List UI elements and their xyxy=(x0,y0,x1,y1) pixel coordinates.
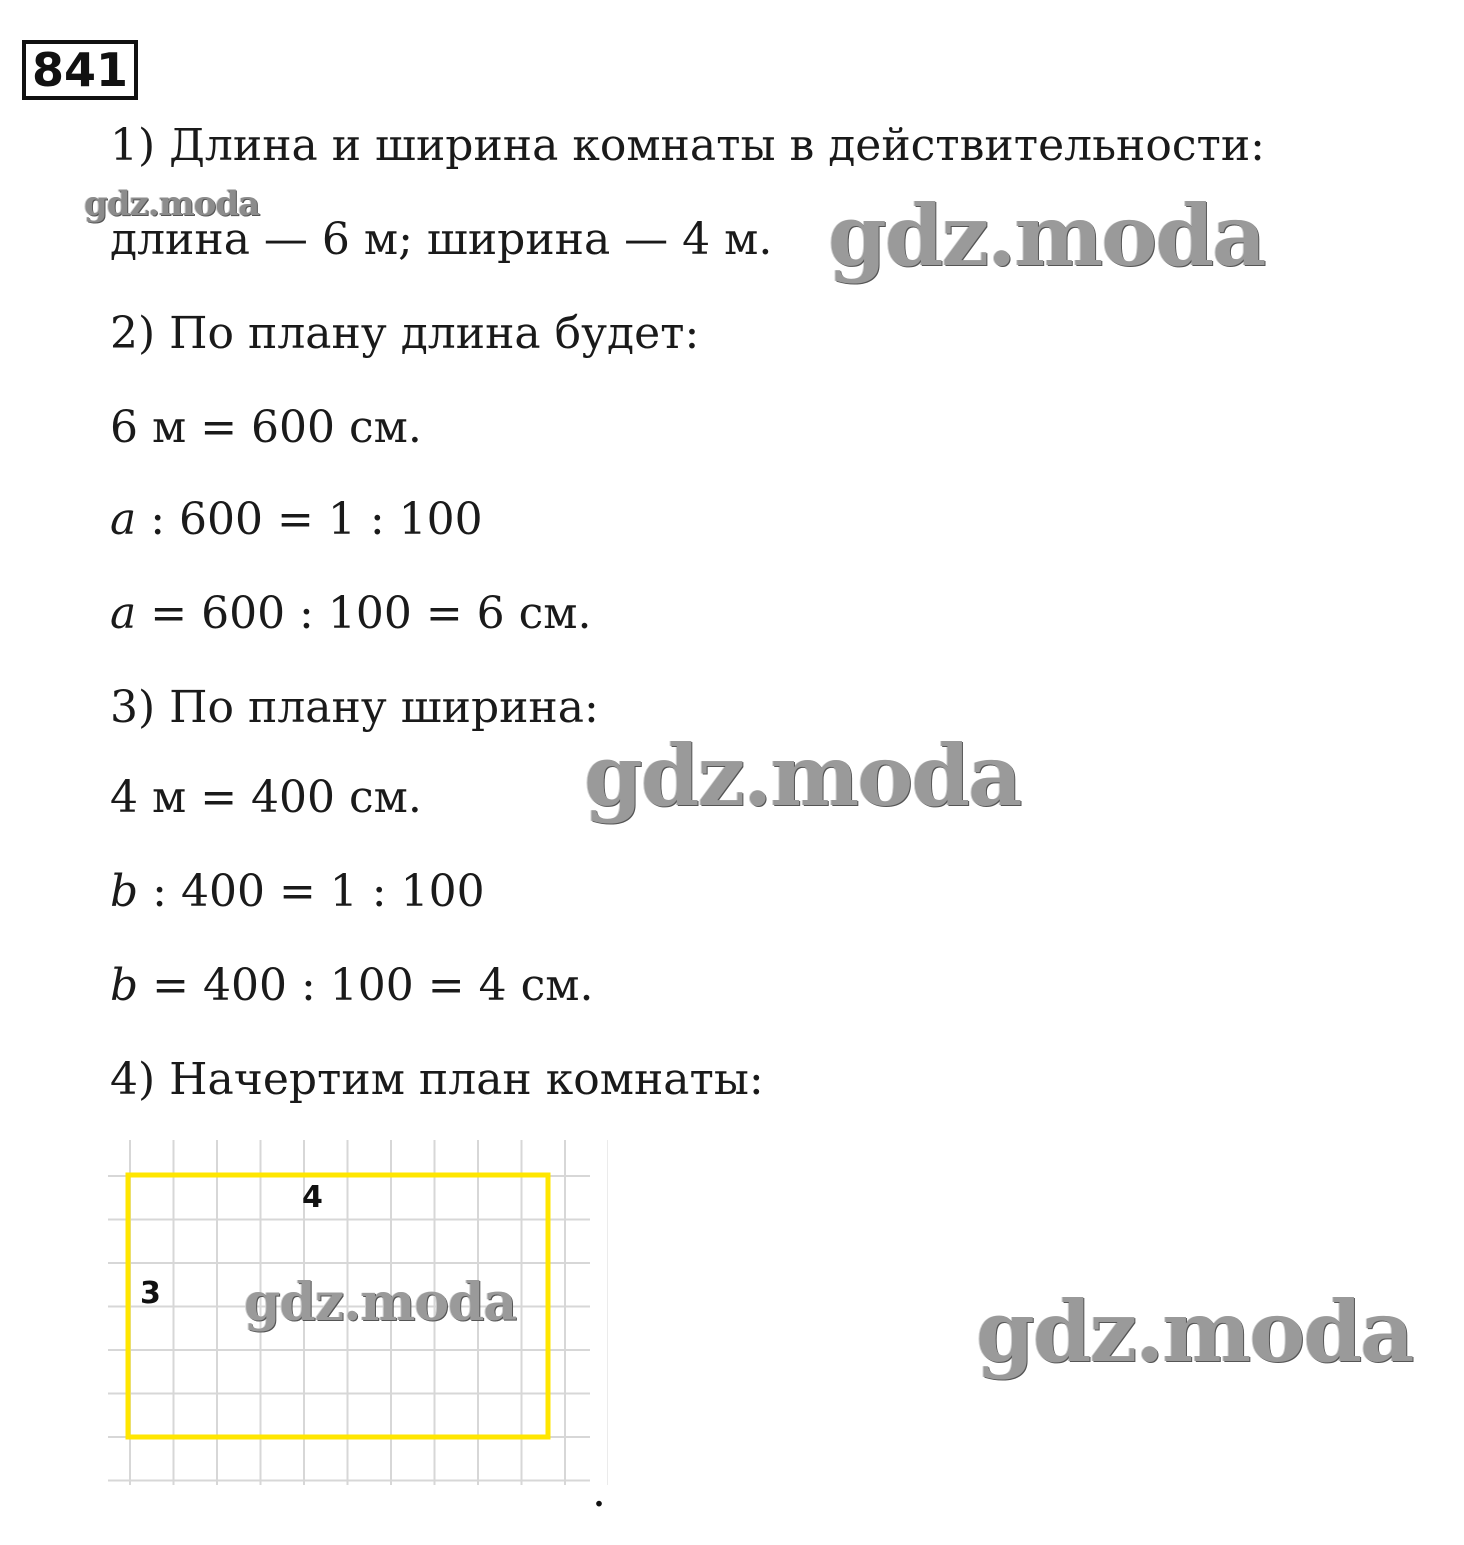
plan-length-label: 4 xyxy=(302,1180,323,1215)
task-number: 841 xyxy=(22,40,138,100)
equation-length-proportion xyxy=(110,492,483,548)
watermark-plan: gdz.moda xyxy=(244,1272,517,1333)
step-1-heading: 1) Длина и ширина комнаты в действительности: xyxy=(110,120,1265,171)
real-dimensions: длина — 6 м; ширина — 4 м. xyxy=(110,214,773,265)
length-conversion: 6 м = 600 см. xyxy=(110,402,422,453)
equation-length-result xyxy=(110,586,592,642)
equation-text: = 600 : 100 = 6 см. xyxy=(136,588,592,639)
variable-a: a xyxy=(110,494,137,545)
equation-width-proportion xyxy=(110,864,485,920)
watermark-top: gdz.moda xyxy=(828,186,1265,285)
step-2-heading: 2) По плану длина будет: xyxy=(110,308,700,359)
equation-text: : 600 = 1 : 100 xyxy=(136,494,483,545)
plan-width-label: 3 xyxy=(140,1276,161,1311)
variable-a: a xyxy=(110,588,137,639)
step-4-heading: 4) Начертим план комнаты: xyxy=(110,1054,764,1105)
watermark-small: gdz.moda xyxy=(84,184,260,224)
variable-b: b xyxy=(110,866,139,917)
watermark-bottom-right: gdz.moda xyxy=(976,1282,1413,1381)
equation-text: = 400 : 100 = 4 см. xyxy=(138,960,594,1011)
variable-b: b xyxy=(110,960,139,1011)
end-dot: . xyxy=(592,1466,606,1517)
width-conversion: 4 м = 400 см. xyxy=(110,772,422,823)
step-3-heading: 3) По плану ширина: xyxy=(110,682,599,733)
equation-width-result xyxy=(110,958,593,1014)
equation-text: : 400 = 1 : 100 xyxy=(138,866,485,917)
watermark-middle: gdz.moda xyxy=(584,726,1021,825)
